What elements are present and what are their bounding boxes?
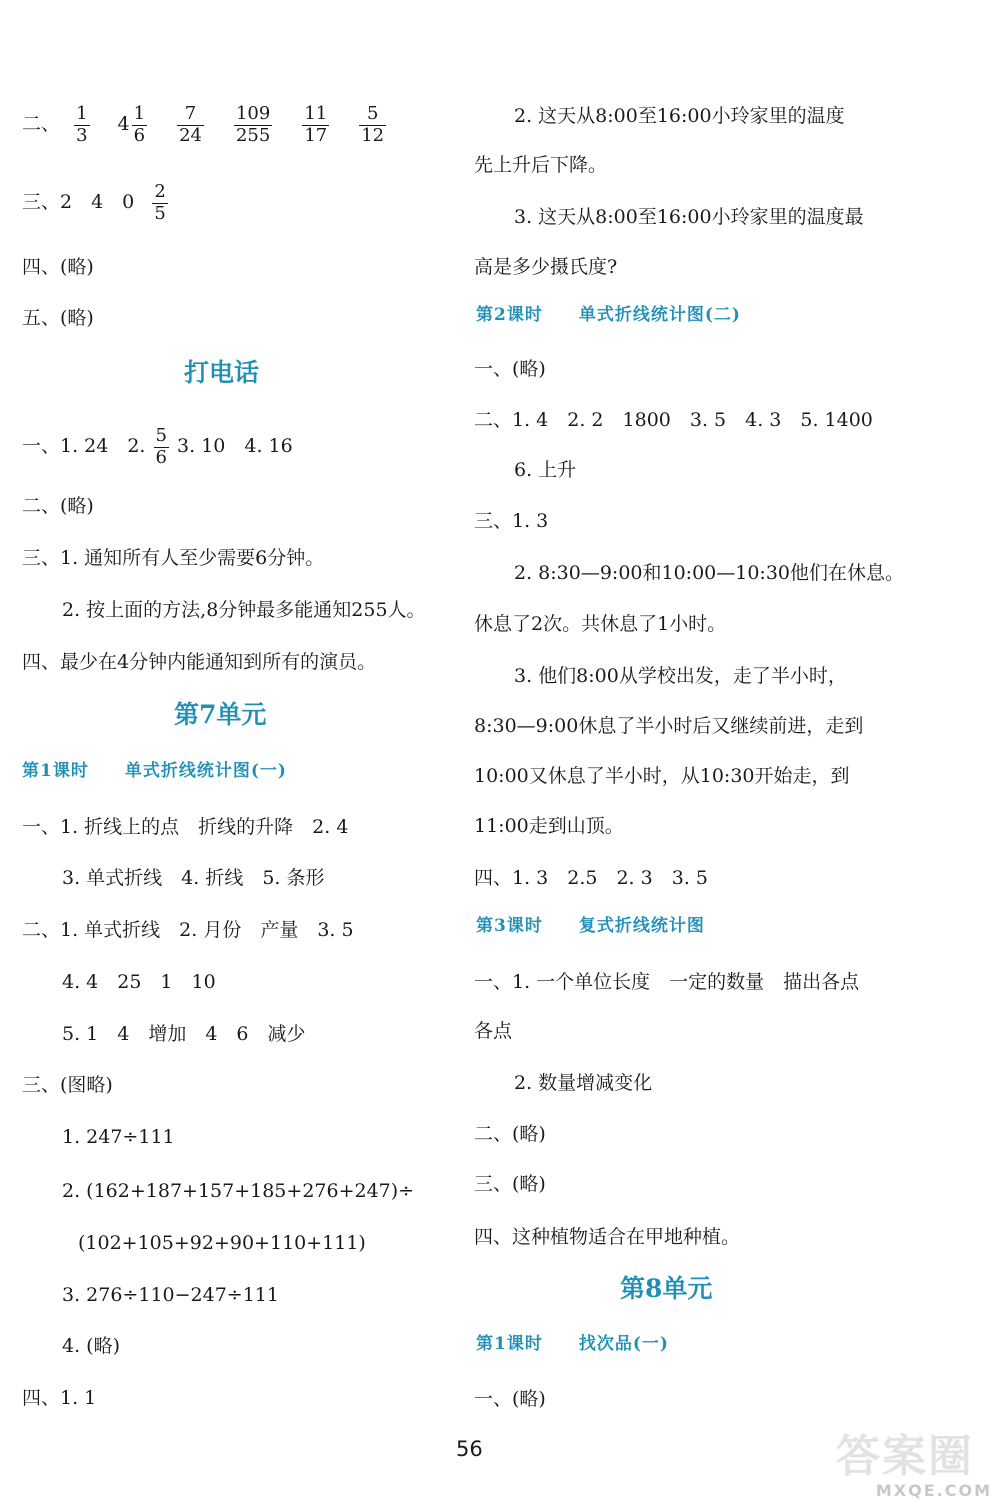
answer-line: 三、1. 3 <box>474 510 549 532</box>
answer-line: 五、(略) <box>22 307 94 329</box>
lesson-title: 单式折线统计图(二) <box>578 305 741 325</box>
answer-line: 4. 4 25 1 10 <box>62 971 216 993</box>
answer-line: 二、(略) <box>22 495 94 517</box>
answer-line <box>22 426 293 468</box>
answer-line: 二、1. 单式折线 2. 月份 产量 3. 5 <box>22 919 354 941</box>
section-heading: 打电话 <box>184 358 260 387</box>
numerator: 5 <box>155 425 167 446</box>
answer-line: 一、1. 一个单位长度 一定的数量 描出各点 <box>474 971 860 993</box>
answer-line: 先上升后下降。 <box>474 154 608 176</box>
lesson-heading <box>476 1336 669 1353</box>
lesson-heading <box>476 918 705 935</box>
answer-line: 四、这种植物适合在甲地种植。 <box>474 1226 741 1248</box>
lesson-heading <box>22 763 287 780</box>
lesson-heading <box>476 307 741 324</box>
fraction <box>74 104 89 146</box>
answer-line: 二、1. 4 2. 2 1800 3. 5 4. 3 5. 1400 <box>474 409 873 431</box>
lesson-number: 第2课时 <box>476 305 543 325</box>
answer-line: 11:00走到山顶。 <box>474 815 624 837</box>
denominator: 24 <box>179 124 202 146</box>
answer-line: 三、1. 通知所有人至少需要6分钟。 <box>22 547 325 569</box>
answer-line: 休息了2次。共休息了1小时。 <box>474 613 727 635</box>
fraction-item <box>117 103 150 146</box>
answer-line: 8:30—9:00休息了半小时后又继续前进，走到 <box>474 715 864 737</box>
answer-line: 2. 8:30—9:00和10:00—10:30他们在休息。 <box>514 562 905 584</box>
answer-line: 1. 247÷111 <box>62 1126 175 1148</box>
answer-line: 高是多少摄氏度? <box>474 256 618 278</box>
answer-line: 三、(图略) <box>22 1074 113 1096</box>
fraction <box>152 182 167 224</box>
lesson-number: 第1课时 <box>476 1334 543 1354</box>
lesson-title: 复式折线统计图 <box>578 916 705 936</box>
watermark-text: 答案圈 <box>836 1431 974 1482</box>
answer-line: 3. 这天从8:00至16:00小玲家里的温度最 <box>514 206 864 228</box>
answer-line: 4. (略) <box>62 1335 120 1357</box>
fraction-item <box>300 103 331 146</box>
answer-line: 2. 按上面的方法,8分钟最多能通知255人。 <box>62 599 426 621</box>
answer-line: 四、最少在4分钟内能通知到所有的演员。 <box>22 651 377 673</box>
fraction-item <box>175 103 206 146</box>
item-text: 三、2 4 0 <box>22 191 135 214</box>
fraction <box>132 104 147 146</box>
numerator: 11 <box>304 103 328 124</box>
answer-line: 四、(略) <box>22 256 94 278</box>
denominator: 255 <box>235 124 271 146</box>
fraction <box>359 104 386 146</box>
numerator: 5 <box>359 104 386 126</box>
answer-line <box>22 104 388 146</box>
answer-line: 10:00又休息了半小时，从10:30开始走，到 <box>474 765 850 787</box>
fraction-list <box>66 103 388 146</box>
fraction-item <box>72 103 91 146</box>
fraction-item <box>232 103 274 146</box>
denominator: 12 <box>361 124 385 146</box>
numerator: 1 <box>76 103 88 124</box>
answer-line: 3. 276÷110−247÷111 <box>62 1284 279 1306</box>
item-text: 一、1. 24 2. <box>22 435 146 458</box>
item-text: 3. 10 4. 16 <box>177 435 293 458</box>
numerator: 7 <box>177 104 204 126</box>
answer-line: 四、1. 1 <box>22 1387 97 1409</box>
answer-line: 一、1. 折线上的点 折线的升降 2. 4 <box>22 816 349 838</box>
item-label: 二、 <box>22 113 61 136</box>
fraction <box>177 104 204 146</box>
numerator: 1 <box>133 103 146 124</box>
answer-line: 3. 他们8:00从学校出发，走了半小时， <box>514 665 847 687</box>
answer-line: 四、1. 3 2.5 2. 3 3. 5 <box>474 867 708 889</box>
denominator: 5 <box>154 202 166 224</box>
fraction <box>234 104 272 146</box>
unit-heading: 第8单元 <box>620 1274 713 1303</box>
fraction <box>302 104 329 146</box>
lesson-title: 单式折线统计图(一) <box>124 761 287 781</box>
answer-line: 3. 单式折线 4. 折线 5. 条形 <box>62 867 325 889</box>
denominator: 6 <box>155 446 167 468</box>
answer-line: 2. 数量增减变化 <box>514 1072 653 1094</box>
answer-line: 三、(略) <box>474 1173 546 1195</box>
page-number: 56 <box>456 1437 483 1461</box>
answer-line: 6. 上升 <box>514 459 577 481</box>
answer-line: 2. (162+187+157+185+276+247)÷ <box>62 1180 415 1202</box>
watermark-url: MXQE.COM <box>875 1481 992 1500</box>
denominator: 17 <box>304 124 328 146</box>
whole-part: 4 <box>117 113 130 136</box>
answer-line: 二、(略) <box>474 1123 546 1145</box>
answer-line: 一、(略) <box>474 1388 546 1410</box>
unit-heading: 第7单元 <box>174 700 267 729</box>
denominator: 3 <box>76 124 88 146</box>
answer-line: 5. 1 4 增加 4 6 减少 <box>62 1023 306 1045</box>
lesson-title: 找次品(一) <box>578 1334 669 1354</box>
answer-line: 一、(略) <box>474 358 546 380</box>
lesson-number: 第3课时 <box>476 916 543 936</box>
answer-line: 各点 <box>474 1020 513 1042</box>
fraction-item <box>357 103 388 146</box>
answer-line: 2. 这天从8:00至16:00小玲家里的温度 <box>514 105 845 127</box>
answer-line: (102+105+92+90+110+111) <box>78 1232 366 1254</box>
answer-line <box>22 182 170 224</box>
numerator: 109 <box>235 103 271 124</box>
denominator: 6 <box>133 124 146 146</box>
lesson-number: 第1课时 <box>22 761 89 781</box>
numerator: 2 <box>154 181 166 202</box>
fraction <box>154 426 169 468</box>
watermark-logo <box>832 1416 996 1502</box>
